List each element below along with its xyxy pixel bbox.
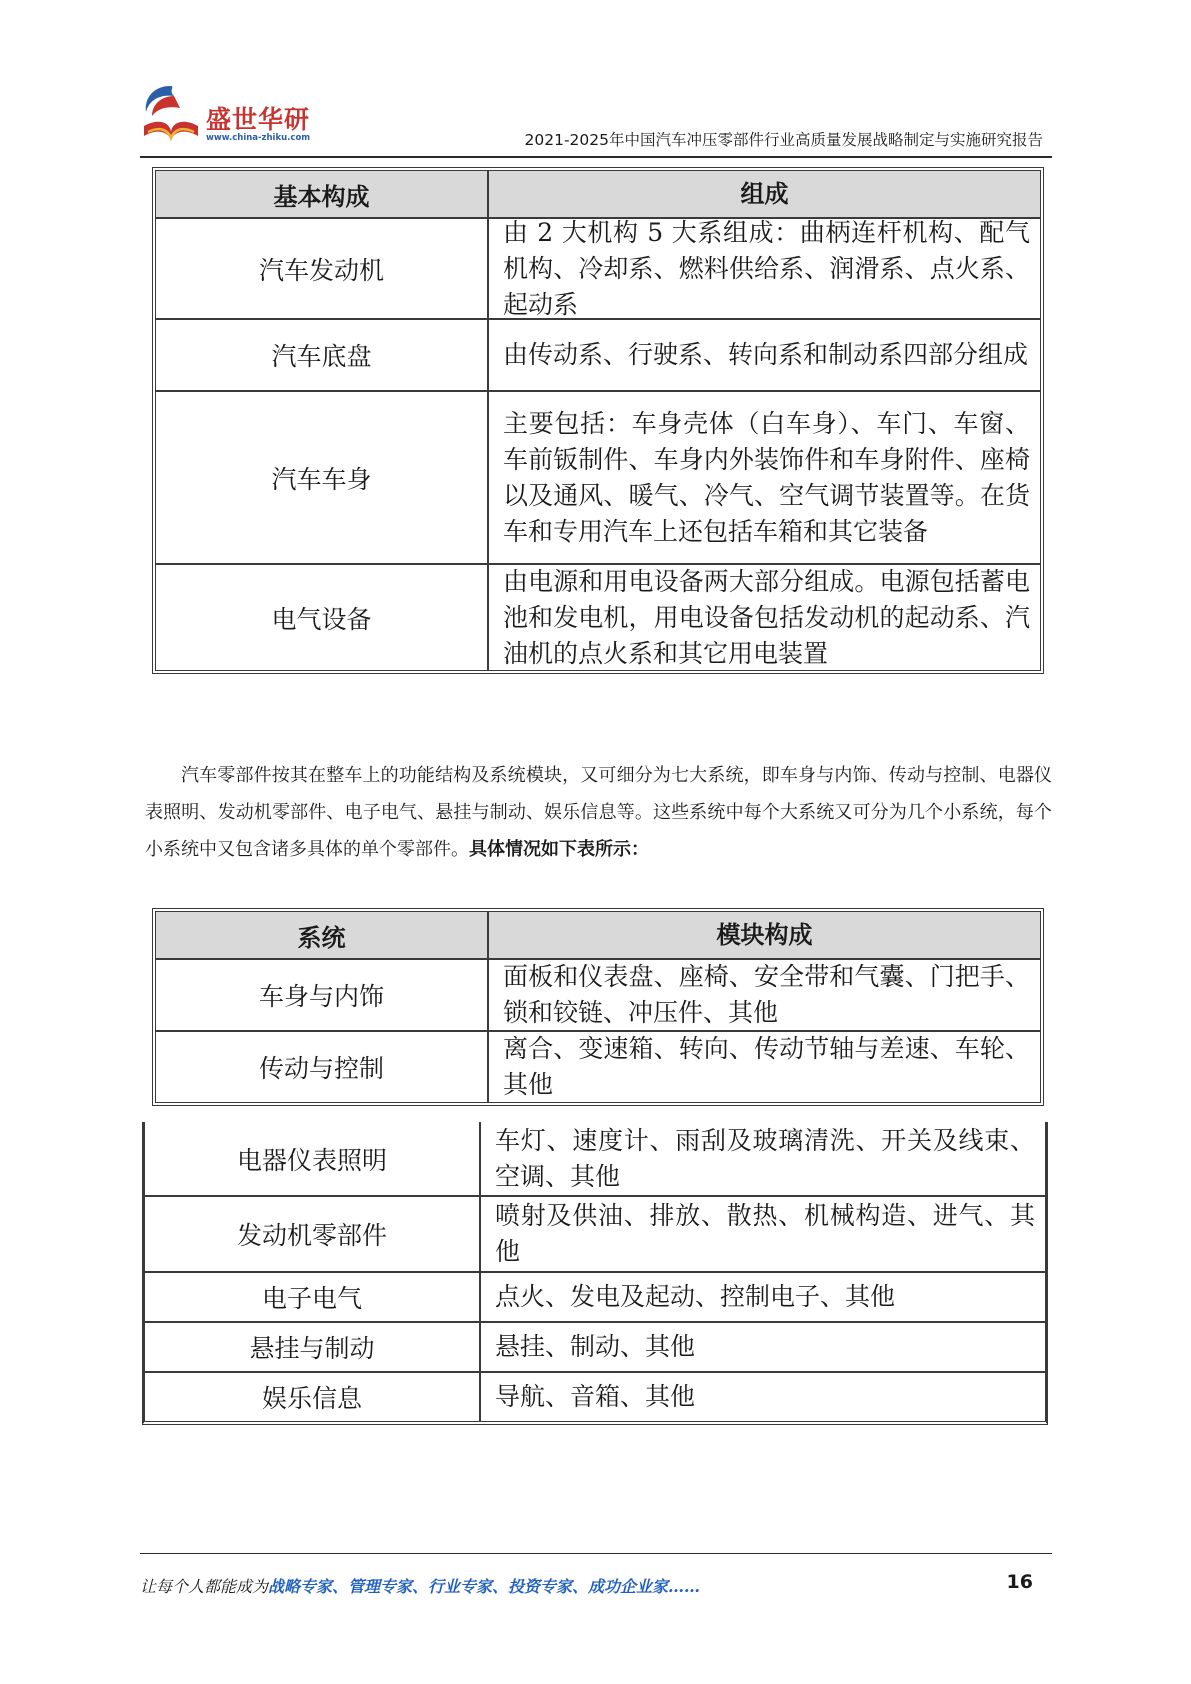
table-cell-name: 悬挂与制动 bbox=[145, 1323, 481, 1371]
table-cell-name: 车身与内饰 bbox=[156, 960, 489, 1030]
table-cell-name: 电子电气 bbox=[145, 1273, 481, 1321]
table-cell-detail: 喷射及供油、排放、散热、机械构造、进气、其他 bbox=[495, 1201, 1035, 1266]
table-row bbox=[156, 960, 1040, 1032]
table-row bbox=[156, 1032, 1040, 1102]
paragraph-text: 汽车零部件按其在整车上的功能结构及系统模块，又可细分为七大系统，即车身与内饰、传动与控制、电器仪表照明、发动机零部件、电子电气、悬挂与制动、娱乐信息等。这些系统中每个大系统又可分为几个小系统，每个小系统中又包含诸多具体的单个零部件。 bbox=[145, 765, 1052, 860]
table-row bbox=[156, 392, 1040, 565]
header-divider bbox=[140, 156, 1052, 158]
system-module-table-continued bbox=[142, 1122, 1048, 1425]
table-row bbox=[145, 1273, 1045, 1323]
table-cell-detail: 主要包括：车身壳体（白车身）、车门、车窗、车前钣制件、车身内外装饰件和车身附件、座椅以及通风、暖气、冷气、空气调节装置等。在货车和专用汽车上还包括车箱和其它装备 bbox=[503, 408, 1030, 546]
table-cell-detail: 由传动系、行驶系、转向系和制动系四部分组成 bbox=[503, 340, 1029, 369]
footer-slogan bbox=[140, 1574, 700, 1597]
table-cell-name: 汽车底盘 bbox=[156, 320, 489, 390]
table-cell-detail: 由电源和用电设备两大部分组成。电源包括蓄电池和发电机，用电设备包括发动机的起动系、汽油机的点火系和其它用电装置 bbox=[503, 566, 1030, 668]
table-cell-detail: 导航、音箱、其他 bbox=[495, 1382, 696, 1411]
table-cell-detail: 车灯、速度计、雨刮及玻璃清洗、开关及线束、空调、其他 bbox=[495, 1125, 1035, 1191]
table-header-row bbox=[156, 912, 1040, 960]
table-row bbox=[145, 1323, 1045, 1373]
report-title: 2021-2025年中国汽车冲压零部件行业高质量发展战略制定与实施研究报告 bbox=[524, 131, 1043, 149]
table-row bbox=[156, 565, 1040, 670]
system-module-table bbox=[152, 908, 1044, 1106]
table-row bbox=[156, 219, 1040, 320]
table-cell-name: 传动与控制 bbox=[156, 1032, 489, 1102]
table-cell-detail: 点火、发电及起动、控制电子、其他 bbox=[495, 1282, 896, 1311]
table-cell-name: 电气设备 bbox=[156, 565, 489, 670]
table-cell-name: 娱乐信息 bbox=[145, 1373, 481, 1421]
book-swoosh-logo-icon bbox=[140, 82, 202, 148]
table-cell-detail: 面板和仪表盘、座椅、安全带和气囊、门把手、锁和铰链、冲压件、其他 bbox=[503, 962, 1030, 1027]
footer-prefix: 让每个人都能成为 bbox=[140, 1577, 269, 1596]
table-row bbox=[145, 1122, 1045, 1197]
basic-composition-table bbox=[152, 167, 1044, 674]
company-logo bbox=[140, 82, 330, 152]
table-header-cell: 组成 bbox=[740, 180, 789, 208]
table-cell-name: 电器仪表照明 bbox=[145, 1122, 481, 1195]
paragraph-bold-tail: 具体情况如下表所示： bbox=[469, 839, 649, 860]
table-cell-detail: 悬挂、制动、其他 bbox=[495, 1332, 696, 1361]
table-cell-name: 发动机零部件 bbox=[145, 1197, 481, 1271]
table-row bbox=[156, 320, 1040, 392]
logo-url: www.china-zhiku.com bbox=[206, 133, 311, 143]
table-row bbox=[145, 1373, 1045, 1421]
table-header-cell: 模块构成 bbox=[716, 921, 813, 949]
table-cell-detail: 离合、变速箱、转向、传动节轴与差速、车轮、其他 bbox=[503, 1034, 1030, 1099]
body-paragraph bbox=[145, 757, 1052, 868]
table-header-cell: 系统 bbox=[156, 912, 489, 958]
table-cell-detail: 由 2 大机构 5 大系组成：曲柄连杆机构、配气机构、冷却系、燃料供给系、润滑系、点火系、起动系 bbox=[503, 217, 1030, 319]
table-header-row bbox=[156, 171, 1040, 219]
table-header-cell: 基本构成 bbox=[156, 171, 489, 217]
footer-highlight: 战略专家、管理专家、行业专家、投资专家、成功企业家…… bbox=[268, 1577, 701, 1596]
table-cell-name: 汽车车身 bbox=[156, 392, 489, 563]
footer-divider bbox=[140, 1553, 1052, 1554]
table-cell-name: 汽车发动机 bbox=[156, 219, 489, 318]
logo-name: 盛世华研 bbox=[206, 105, 311, 134]
page-number: 16 bbox=[1006, 1571, 1033, 1593]
table-row bbox=[145, 1197, 1045, 1273]
